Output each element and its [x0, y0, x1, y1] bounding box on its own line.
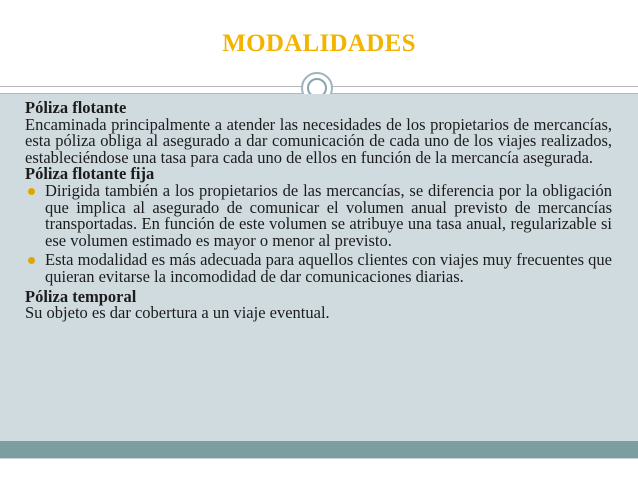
footer-bar	[0, 441, 638, 458]
content-panel	[0, 94, 638, 441]
slide-title: MODALIDADES	[222, 30, 416, 57]
bullet-icon	[28, 188, 35, 195]
bullet-icon	[28, 257, 35, 264]
paragraph-poliza-temporal: Su objeto es dar cobertura a un viaje eventual.	[25, 303, 330, 323]
heading-poliza-temporal: Póliza temporal	[25, 286, 137, 306]
list-item	[25, 252, 612, 285]
heading-poliza-flotante: Póliza flotante	[25, 98, 127, 117]
list-item	[25, 180, 612, 250]
paragraph-poliza-flotante: Encaminada principalmente a atender las necesidades de los propietarios de mercancías, esta póliza obliga al asegurado a dar comunicación de cada uno de los viajes realizados, estableciéndose una tasa para cada uno de ellos en función de la mercancía asegurada.	[25, 114, 612, 167]
list-item-text: Dirigida también a los propietarios de las mercancías, se diferencia por la obligación que implica al asegurado de comunicar el volumen anual previsto de mercancías transportadas. En función de este volumen se atribuye una tasa anual, regularizable si ese volumen estimado es mayor o menor al previsto.	[45, 180, 612, 250]
footer-strip	[0, 458, 638, 479]
list-item-text: Esta modalidad es más adecuada para aquellos clientes con viajes muy frecuentes que quieran evitarse la incomodidad de dar comunicaciones diarias.	[45, 250, 612, 286]
heading-poliza-flotante-fija: Póliza flotante fija	[25, 164, 155, 184]
